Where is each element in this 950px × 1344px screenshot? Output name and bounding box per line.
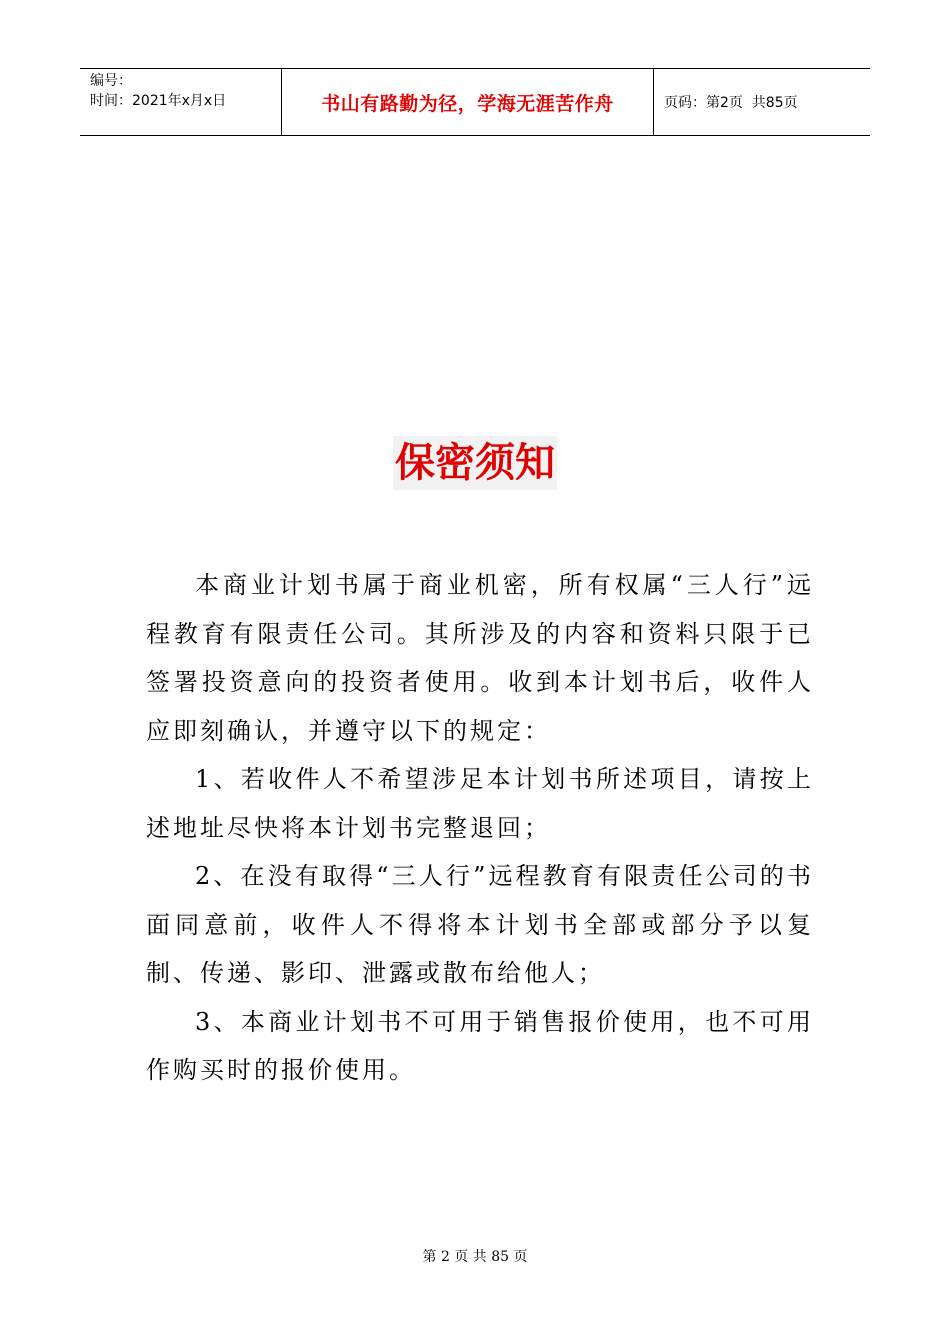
header-motto-cell [282, 69, 654, 135]
title-container [0, 436, 950, 490]
paragraph-rule-3: 3、本商业计划书不可用于销售报价使用，也不可用作购买时的报价使用。 [146, 1007, 814, 1084]
paragraph-rule-2: 2、在没有取得“三人行”远程教育有限责任公司的书面同意前，收件人不得将本计划书全部或部分予以复制、传递、影印、泄露或散布给他人； [146, 862, 814, 987]
document-date-label: 时间：2021年x月x日 [90, 93, 227, 109]
paragraph-rule-1: 1、若收件人不希望涉足本计划书所述项目，请按上述地址尽快将本计划书完整退回； [146, 765, 814, 842]
document-body [146, 561, 814, 1095]
header-page-info: 页码：第2页 共85页 [664, 95, 798, 111]
header-meta [80, 69, 282, 135]
paragraph-intro: 本商业计划书属于商业机密，所有权属“三人行”远程教育有限责任公司。其所涉及的内容和资料只限于已签署投资意向的投资者使用。收到本计划书后，收件人应即刻确认，并遵守以下的规定： [146, 571, 814, 745]
header-motto: 书山有路勤为径，学海无涯苦作舟 [321, 92, 614, 115]
document-title: 保密须知 [393, 436, 557, 490]
document-number-label: 编号： [90, 73, 132, 89]
page-header [80, 68, 870, 136]
page-footer: 第 2 页 共 85 页 [422, 1249, 528, 1265]
